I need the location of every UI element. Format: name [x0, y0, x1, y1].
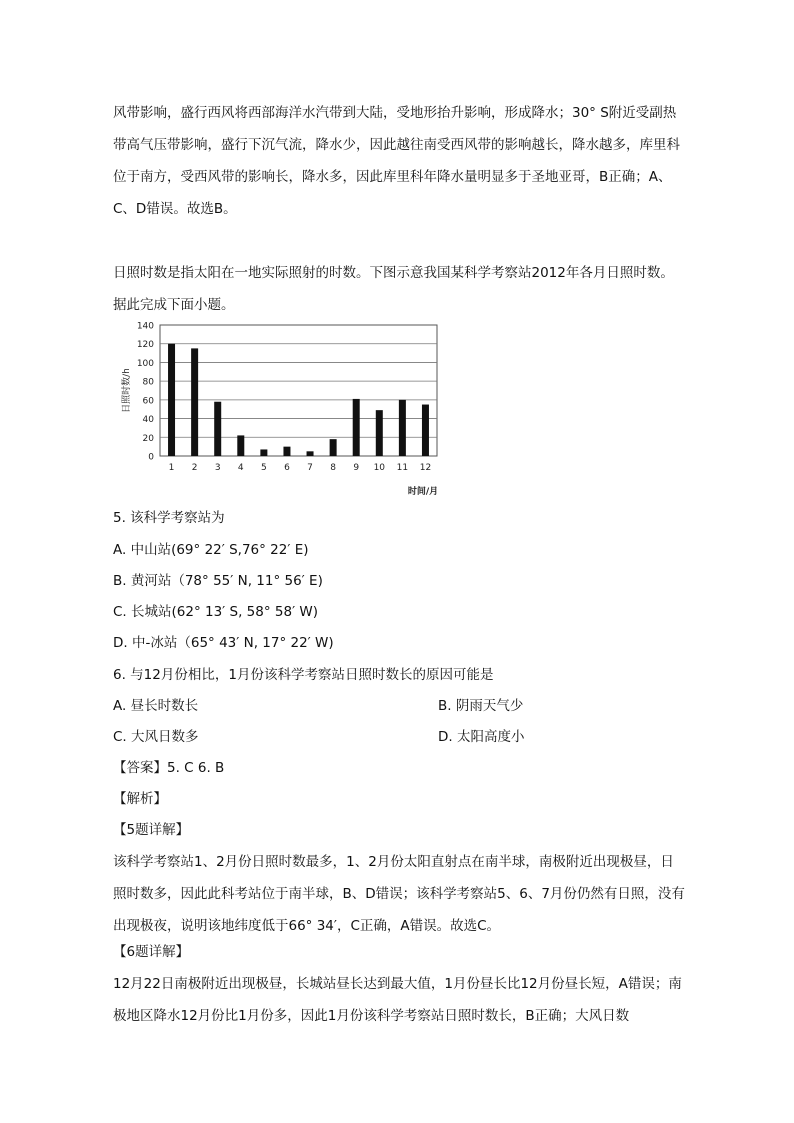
bar	[376, 410, 383, 456]
x-tick-label: 1	[168, 463, 175, 473]
answer-line: 【答案】5. C 6. B	[113, 760, 225, 776]
x-tick-label: 9	[353, 463, 360, 473]
x-tick-label: 8	[330, 463, 336, 473]
bar-chart-svg	[113, 314, 453, 500]
analysis-label: 【解析】	[113, 791, 167, 807]
y-tick-label: 20	[142, 433, 154, 444]
bar	[214, 402, 221, 456]
q6-option-a: A. 昼长时数长	[113, 698, 199, 714]
bar	[330, 439, 337, 456]
q6-detail-label: 【6题详解】	[113, 944, 190, 960]
q5-option-d: D. 中-冰站（65° 43′ N, 17° 22′ W)	[113, 635, 334, 651]
x-tick-label: 6	[284, 463, 290, 473]
q5-option-c: C. 长城站(62° 13′ S, 58° 58′ W)	[113, 604, 319, 620]
x-tick-label: 4	[237, 463, 244, 473]
bar	[168, 344, 175, 456]
y-axis-label: 日照时数/h	[122, 368, 132, 413]
bar	[353, 399, 360, 456]
q5-option-b: B. 黄河站（78° 55′ N, 11° 56′ E)	[113, 573, 323, 589]
y-tick-label: 100	[136, 358, 154, 369]
bar	[260, 449, 267, 456]
q6-option-d: D. 太阳高度小	[438, 729, 525, 745]
bar	[307, 451, 314, 456]
x-tick-label: 3	[214, 463, 221, 473]
bar	[283, 447, 290, 456]
x-tick-label: 5	[261, 463, 267, 473]
bar	[191, 348, 198, 456]
x-axis-label: 时间/月	[407, 487, 439, 497]
q5-option-a: A. 中山站(69° 22′ S,76° 22′ E)	[113, 542, 309, 558]
intro-paragraph: 风带影响，盛行西风将西部海洋水汽带到大陆，受地形抬升影响，形成降水；30° S附近受副热带高气压带影响，盛行下沉气流，降水少，因此越往南受西风带的影响越长，降水越多，库里科位于南方，受西风带的影响长，降水多，因此库里科年降水量明显多于圣地亚哥，B正确；A、C、D错误。故选B。	[113, 105, 680, 217]
bar	[422, 405, 429, 456]
y-tick-label: 140	[136, 321, 154, 332]
plot-area	[160, 325, 437, 456]
y-tick-label: 120	[136, 340, 154, 351]
q5-detail-paragraph: 该科学考察站1、2月份日照时数最多，1、2月份太阳直射点在南半球，南极附近出现极昼，日照时数多，因此此科考站位于南半球，B、D错误；该科学考察站5、6、7月份仍然有日照，没有出现极夜，说明该地纬度低于66° 34′，C正确，A错误。故选C。	[113, 854, 685, 934]
x-tick-label: 2	[191, 463, 198, 473]
y-tick-label: 60	[142, 396, 154, 407]
x-tick-label: 11	[396, 463, 409, 473]
y-tick-label: 40	[142, 415, 154, 426]
q5-stem: 5. 该科学考察站为	[113, 510, 225, 526]
q6-option-c: C. 大风日数多	[113, 729, 199, 745]
q6-detail-paragraph: 12月22日南极附近出现极昼，长城站昼长达到最大值，1月份昼长比12月份昼长短，A错误；南极地区降水12月份比1月份多，因此1月份该科学考察站日照时数长，B正确；大风日数	[113, 976, 682, 1024]
q6-option-b: B. 阴雨天气少	[438, 698, 524, 714]
y-tick-label: 80	[142, 377, 154, 388]
sunshine-hours-chart	[113, 314, 453, 500]
bar	[399, 400, 406, 456]
q5-detail-label: 【5题详解】	[113, 822, 190, 838]
question-stem-paragraph: 日照时数是指太阳在一地实际照射的时数。下图示意我国某科学考察站2012年各月日照时数。据此完成下面小题。	[113, 265, 674, 313]
x-tick-label: 10	[373, 463, 386, 473]
x-tick-label: 7	[307, 463, 313, 473]
bar	[237, 435, 244, 456]
y-tick-label: 0	[148, 452, 154, 463]
q6-stem: 6. 与12月份相比，1月份该科学考察站日照时数长的原因可能是	[113, 667, 494, 683]
x-tick-label: 12	[419, 463, 432, 473]
